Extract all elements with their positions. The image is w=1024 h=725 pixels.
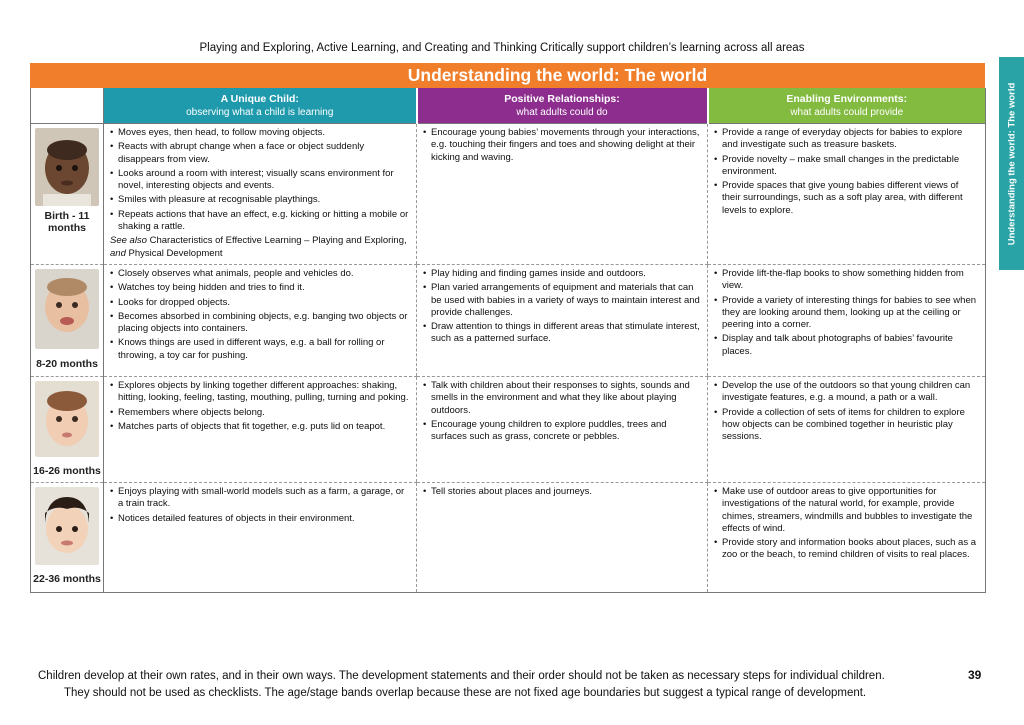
list-item: • Encourage young babies’ movements through your interactions, e.g. touching their fingers and toes and showing delight at their kicking and waving. [423, 127, 701, 164]
relationships-cell [417, 264, 708, 376]
page-title: Understanding the world: The world [30, 63, 985, 88]
table-row [31, 376, 986, 482]
baby-photo [35, 487, 99, 565]
list-item: • Encourage young children to explore puddles, trees and surfaces such as grass, concrete or pebbles. [423, 419, 701, 444]
table-row [31, 264, 986, 376]
environments-cell [708, 376, 986, 482]
list-item: • Notices detailed features of objects in their environment. [110, 513, 410, 525]
child-cell [104, 264, 417, 376]
table-row [31, 124, 986, 265]
child-cell [104, 482, 417, 592]
list-item: • Smiles with pleasure at recognisable playthings. [110, 194, 410, 206]
footer-line-1: Children develop at their own rates, and in their own ways. The development statements and their order should not be taken as necessary steps for individual children. [38, 670, 885, 682]
page-number: 39 [968, 668, 982, 682]
list-item: • Remembers where objects belong. [110, 407, 410, 419]
list-item: • Knows things are used in different ways, e.g. a ball for rolling or throwing, a toy car for pushing. [110, 337, 410, 362]
list-item: • Repeats actions that have an effect, e.g. kicking or hitting a mobile or shaking a rattle. [110, 209, 410, 234]
top-line: Playing and Exploring, Active Learning, and Creating and Thinking Critically support children’s learning across all areas [199, 42, 805, 54]
age-label: 8-20 months [36, 357, 98, 370]
baby-photo [35, 269, 99, 349]
age-cell [31, 264, 104, 376]
list-item: • Moves eyes, then head, to follow moving objects. [110, 127, 410, 139]
development-table [30, 88, 986, 593]
list-item: • Looks for dropped objects. [110, 297, 410, 309]
header-positive-relationships: Positive Relationships: what adults could do [417, 88, 708, 124]
age-cell [31, 482, 104, 592]
age-label: 16-26 months [33, 464, 101, 477]
list-item: • Becomes absorbed in combining objects, e.g. banging two objects or placing objects into containers. [110, 311, 410, 336]
side-tab: Understanding the world: The world [999, 57, 1024, 270]
header-enabling-environments: Enabling Environments: what adults could provide [708, 88, 986, 124]
list-item: • Reacts with abrupt change when a face or object suddenly disappears from view. [110, 141, 410, 166]
footer-line-2: They should not be used as checklists. The age/stage bands overlap because these are not fixed age boundaries but suggest a typical range of development. [64, 687, 867, 699]
header-blank [31, 88, 104, 124]
baby-photo [35, 128, 99, 206]
see-also-note: See also Characteristics of Effective Learning – Playing and Exploring, and Physical Development [110, 235, 407, 259]
relationships-cell [417, 482, 708, 592]
list-item: • Looks around a room with interest; visually scans environment for novel, interesting objects and events. [110, 168, 410, 193]
list-item: • Provide novelty – make small changes in the predictable environment. [714, 154, 979, 179]
list-item: • Provide lift-the-flap books to show something hidden from view. [714, 268, 979, 293]
list-item: • Provide spaces that give young babies different views of their surroundings, such as a soft play area, with different levels to explore. [714, 180, 979, 217]
list-item: • Develop the use of the outdoors so that young children can investigate features, e.g. a mound, a path or a wall. [714, 380, 979, 405]
list-item: • Closely observes what animals, people and vehicles do. [110, 268, 410, 280]
age-label: 22-36 months [33, 572, 101, 585]
list-item: • Play hiding and finding games inside and outdoors. [423, 268, 701, 280]
environments-cell [708, 264, 986, 376]
list-item: • Explores objects by linking together different approaches: shaking, hitting, looking, feeling, tasting, mouthing, pulling, turning and poking. [110, 380, 410, 405]
age-label: Birth - 11 months [44, 210, 90, 234]
relationships-cell [417, 376, 708, 482]
list-item: • Display and talk about photographs of babies’ favourite places. [714, 333, 979, 358]
list-item: • Provide a variety of interesting things for babies to see when they are looking around them, looking up at the ceiling or peering into a corner. [714, 295, 979, 332]
list-item: • Provide story and information books about places, such as a zoo or the beach, to remind children of visits to real places. [714, 537, 979, 562]
environments-cell [708, 482, 986, 592]
table-row [31, 482, 986, 592]
relationships-cell [417, 124, 708, 265]
list-item: • Watches toy being hidden and tries to find it. [110, 282, 410, 294]
list-item: • Make use of outdoor areas to give opportunities for investigations of the natural world, for example, provide chimes, streamers, windmills and bubbles to investigate the effects of wind. [714, 486, 979, 535]
child-cell [104, 376, 417, 482]
list-item: • Draw attention to things in different areas that stimulate interest, such as a patterned surface. [423, 321, 701, 346]
header-row [31, 88, 986, 124]
age-cell [31, 124, 104, 265]
list-item: • Provide a range of everyday objects for babies to explore and investigate such as treasure baskets. [714, 127, 979, 152]
age-cell [31, 376, 104, 482]
list-item: • Matches parts of objects that fit together, e.g. puts lid on teapot. [110, 421, 410, 433]
list-item: • Tell stories about places and journeys. [423, 486, 701, 498]
environments-cell [708, 124, 986, 265]
list-item: • Provide a collection of sets of items for children to explore how objects can be combined together in heuristic play sessions. [714, 407, 979, 444]
list-item: • Talk with children about their responses to sights, sounds and smells in the environment and what they like about playing outdoors. [423, 380, 701, 417]
child-cell [104, 124, 417, 265]
list-item: • Plan varied arrangements of equipment and materials that can be used with babies in a variety of ways to maintain interest and provide challenges. [423, 282, 701, 319]
list-item: • Enjoys playing with small-world models such as a farm, a garage, or a train track. [110, 486, 410, 511]
header-unique-child: A Unique Child: observing what a child is learning [104, 88, 417, 124]
baby-photo [35, 381, 99, 457]
